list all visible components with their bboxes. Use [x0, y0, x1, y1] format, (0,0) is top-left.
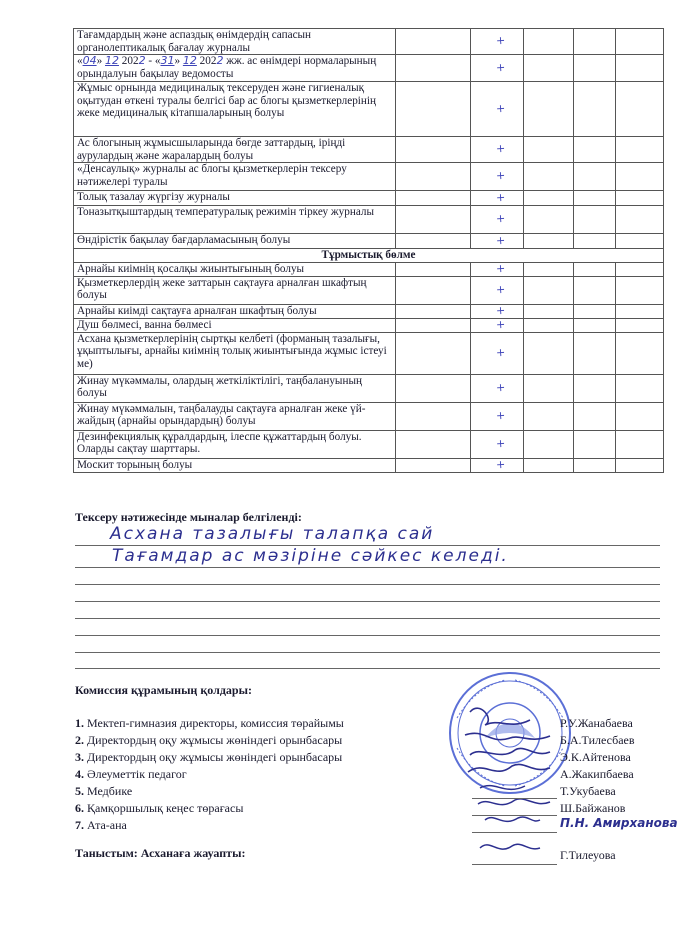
check-mark: + [495, 168, 506, 183]
row-text: Душ бөлмесі, ванна бөлмесі [74, 318, 396, 332]
check-mark: + [495, 282, 506, 297]
commission-member: 7. Ата-ана [75, 818, 127, 832]
ruled-line [75, 584, 660, 585]
commission-member: 5. Медбике [75, 784, 133, 798]
table-row [74, 82, 664, 137]
check-mark: + [495, 408, 506, 423]
signer-name: Т.Укубаева [560, 784, 616, 798]
signature-line [472, 798, 557, 799]
check-mark: + [495, 101, 506, 116]
acknowledgement-label: Таныстым: Асханаға жауапты: [75, 846, 246, 860]
commission-member: 4. Әлеуметтік педагог [75, 767, 187, 781]
row-text: Асхана қызметкерлерінің сыртқы келбеті (форманың тазалығы, ұқыптылығы, арнайы киімнің толық жиынтығында жұмыс істеуі ме) [74, 332, 396, 374]
table-row [74, 374, 664, 402]
handwritten-note: Тағамдар ас мәзіріне сәйкес келеді. [112, 546, 509, 566]
signer-name: Р.У.Жанабаева [560, 716, 633, 730]
table-row [74, 234, 664, 249]
row-text: Тағамдардың және аспаздық өнімдердің сапасын органолептикалық бағалау журналы [74, 29, 396, 55]
check-mark: + [495, 33, 506, 48]
check-mark: + [495, 233, 506, 248]
table-row [74, 332, 664, 374]
check-mark: + [495, 345, 506, 360]
ruled-line [75, 567, 660, 568]
check-mark: + [495, 141, 506, 156]
table-row [74, 458, 664, 472]
check-mark: + [495, 211, 506, 226]
table-row [74, 29, 664, 55]
row-text: Арнайы киімді сақтауға арналған шкафтың болуы [74, 304, 396, 318]
table-row [74, 318, 664, 332]
check-mark: + [495, 190, 506, 205]
commission-member: 3. Директордың оқу жұмысы жөніндегі орынбасары [75, 750, 343, 764]
commission-member: 2. Директордың оқу жұмысы жөніндегі орынбасары [75, 733, 343, 747]
row-text: Толық тазалау жүргізу журналы [74, 191, 396, 206]
table-row [74, 430, 664, 458]
signer-name: А.Жакипбаева [560, 767, 634, 781]
table-row [74, 163, 664, 191]
row-text: Өндірістік бақылау бағдарламасының болуы [74, 234, 396, 249]
section-header-row [74, 249, 664, 263]
commission-member: 6. Қамқоршылық кеңес төрағасы [75, 801, 244, 815]
checklist-table [73, 28, 664, 473]
signer-name: Б.А.Тилесбаев [560, 733, 635, 747]
row-text: Москит торының болуы [74, 458, 396, 472]
handwritten-signatures [440, 700, 560, 870]
ruled-line [75, 635, 660, 636]
commission-member: 1. Мектеп-гимназия директоры, комиссия төрайымы [75, 716, 344, 730]
table-row [74, 276, 664, 304]
table-row [74, 304, 664, 318]
table-row [74, 402, 664, 430]
check-mark: + [495, 317, 506, 332]
table-row [74, 191, 664, 206]
commission-title: Комиссия құрамының қолдары: [75, 683, 252, 697]
check-mark: + [495, 457, 506, 472]
handwritten-day: 04 [82, 54, 97, 67]
table-row [74, 206, 664, 234]
signer-name: Ш.Байжанов [560, 801, 626, 815]
signer-name: Э.К.Айтенова [560, 750, 631, 764]
check-mark: + [495, 380, 506, 395]
signature-line [472, 815, 557, 816]
signature-line [472, 864, 557, 865]
row-text: Қызметкерлердің жеке заттарын сақтауға арналған шкафтың болуы [74, 276, 396, 304]
row-text: Ас блогының жұмысшыларында бөгде заттардың, іріңді аурулардың және жаралардың болуы [74, 137, 396, 163]
table-row [74, 55, 664, 82]
table-row [74, 137, 664, 163]
handwritten-day: 31 [160, 54, 175, 67]
check-mark: + [495, 60, 506, 75]
signature-line [472, 832, 557, 833]
section-title: Тұрмыстық бөлме [74, 249, 664, 263]
row-text: «04» 12 2022 - «31» 12 2022 жж. ас өнімдері нормаларының орындалуын бақылау ведомосты [74, 55, 396, 82]
check-mark: + [495, 261, 506, 276]
row-text: «Денсаулық» журналы ас блогы қызметкерлерін тексеру нәтижелері туралы [74, 163, 396, 191]
ruled-line [75, 652, 660, 653]
row-text: Жұмыс орнында медициналық тексеруден және гигиеналық оқытудан өткені туралы белгісі бар ас блогы қызметкерлерінің жеке медициналық кітапшаларының болуы [74, 82, 396, 137]
check-mark: + [495, 303, 506, 318]
handwritten-month: 12 [182, 54, 197, 67]
ruled-line [75, 601, 660, 602]
responsible-name: Г.Тилеуова [560, 848, 616, 862]
handwritten-note: Асхана тазалығы талапқа сай [110, 524, 435, 544]
ruled-line [75, 618, 660, 619]
row-text: Жинау мүкәммалы, олардың жеткіліктілігі, таңбалануының болуы [74, 374, 396, 402]
table-row [74, 262, 664, 276]
row-text: Тоназытқыштардың температуралық режимін тіркеу журналы [74, 206, 396, 234]
check-mark: + [495, 436, 506, 451]
handwritten-month: 12 [104, 54, 119, 67]
signer-name-handwritten: П.Н. Амирханова [560, 816, 678, 830]
results-label: Тексеру нәтижесінде мыналар белгіленді: [75, 510, 302, 524]
row-text: Арнайы киімнің қосалқы жиынтығының болуы [74, 262, 396, 276]
row-text: Дезинфекциялық құралдардың, ілеспе құжаттардың болуы. Оларды сақтау шарттары. [74, 430, 396, 458]
row-text: Жинау мүкәммалын, таңбалауды сақтауға арналған жеке үй-жайдың (арнайы орындардың) болуы [74, 402, 396, 430]
